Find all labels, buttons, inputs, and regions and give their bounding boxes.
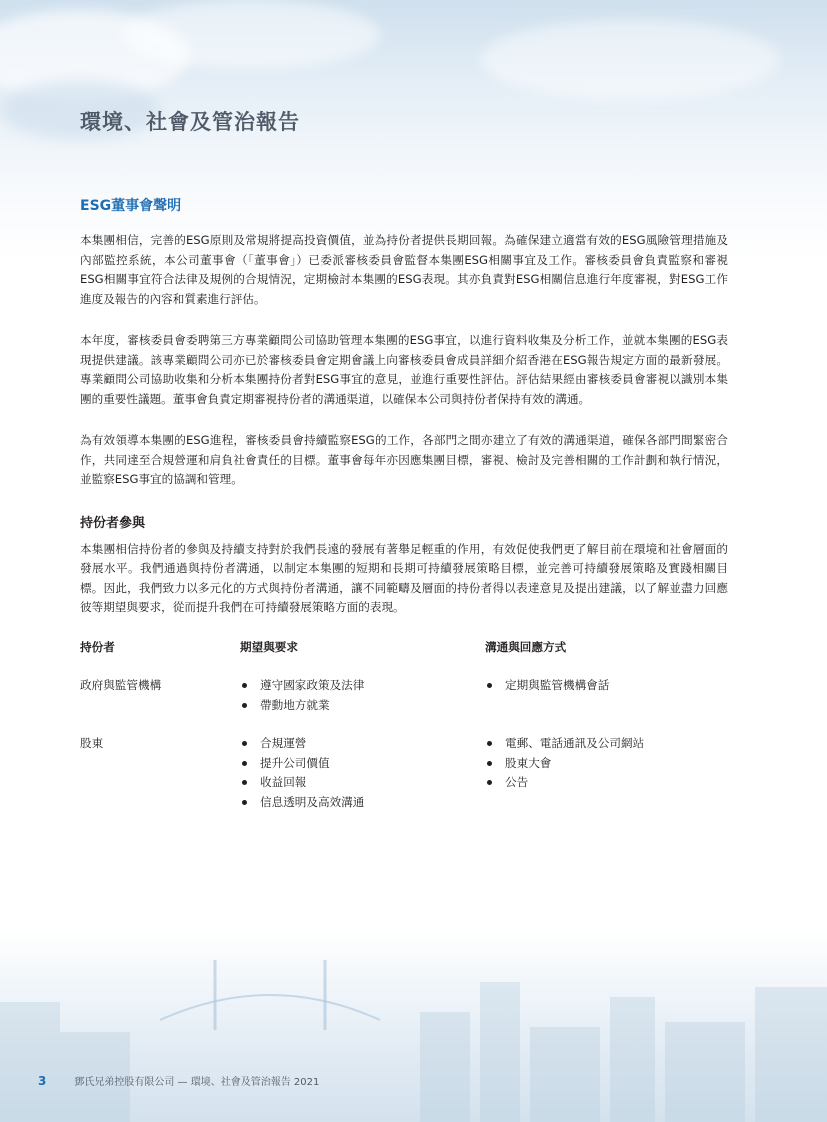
expectations-list bbox=[240, 676, 485, 715]
section-title-board-statement: ESG董事會聲明 bbox=[80, 198, 182, 214]
list-item: 帶動地方就業 bbox=[240, 696, 485, 716]
cloud-decoration bbox=[120, 0, 380, 70]
table-header-row bbox=[80, 638, 728, 658]
column-header-stakeholder: 持份者 bbox=[80, 639, 115, 654]
column-header-channels: 溝通與回應方式 bbox=[485, 639, 567, 654]
building-silhouette bbox=[610, 997, 655, 1122]
list-item: 公告 bbox=[485, 773, 728, 793]
list-item: 收益回報 bbox=[240, 773, 485, 793]
list-item: 信息透明及高效溝通 bbox=[240, 793, 485, 813]
section-title-stakeholder-engagement: 持份者參與 bbox=[80, 515, 146, 531]
stakeholder-name: 股東 bbox=[80, 736, 104, 750]
list-item: 遵守國家政策及法律 bbox=[240, 676, 485, 696]
stakeholder-paragraph: 本集團相信持份者的參與及持續支持對於我們長遠的發展有著舉足輕重的作用，有效促使我們更了解目前在環境和社會層面的發展水平。我們通過與持份者溝通，以制定本集團的短期和長期可持續發展策略目標，並完善可持續發展策略及實踐相關目標。因此，我們致力以多元化的方式與持份者溝通，讓不同範疇及層面的持份者得以表達意見及提出建議，以了解並盡力回應彼等期望與要求，從而提升我們在可持續發展策略方面的表現。 bbox=[80, 541, 728, 614]
list-item: 定期與監管機構會話 bbox=[485, 676, 728, 696]
list-item: 合規運營 bbox=[240, 734, 485, 754]
column-header-expectations: 期望與要求 bbox=[240, 639, 298, 654]
table-row bbox=[80, 734, 728, 812]
table-row bbox=[80, 676, 728, 715]
page-number: 3 bbox=[38, 1074, 47, 1088]
building-silhouette bbox=[665, 1022, 745, 1122]
board-statement-paragraph-3: 為有效領導本集團的ESG進程，審核委員會持續監察ESG的工作，各部門之間亦建立了有效的溝通渠道，確保各部門間緊密合作，共同達至合規營運和肩負社會責任的目標。董事會每年亦因應集團目標，審視、檢討及完善相關的工作計劃和執行情況，並監察ESG事宜的協調和管理。 bbox=[80, 433, 728, 486]
building-silhouette bbox=[420, 1012, 470, 1122]
channels-list bbox=[485, 676, 728, 696]
bridge-silhouette bbox=[160, 960, 380, 1030]
list-item: 電郵、電話通訊及公司網站 bbox=[485, 734, 728, 754]
page-footer bbox=[38, 1073, 319, 1088]
footer-text: 鄧氏兄弟控股有限公司 — 環境、社會及管治報告 2021 bbox=[74, 1077, 320, 1088]
building-silhouette bbox=[0, 1002, 60, 1122]
footer-cityscape-background bbox=[0, 930, 827, 1122]
stakeholder-table bbox=[80, 638, 728, 813]
board-statement-paragraph-1: 本集團相信，完善的ESG原則及常規將提高投資價值，並為持份者提供長期回報。為確保建立適當有效的ESG風險管理措施及內部監控系統，本公司董事會（「董事會」）已委派審核委員會監督本集團ESG相關事宜及工作。審核委員會負責監察和審視ESG相關事宜符合法律及規例的合規情況，定期檢討本集團的ESG表現。其亦負責對ESG相關信息進行年度審視，對ESG工作進度及報告的內容和質素進行評估。 bbox=[80, 233, 728, 306]
building-silhouette bbox=[480, 982, 520, 1122]
list-item: 股東大會 bbox=[485, 754, 728, 774]
list-item: 提升公司價值 bbox=[240, 754, 485, 774]
cloud-decoration bbox=[480, 20, 780, 100]
building-silhouette bbox=[755, 987, 827, 1122]
board-statement-paragraph-2: 本年度，審核委員會委聘第三方專業顧問公司協助管理本集團的ESG事宜，以進行資料收集及分析工作，並就本集團的ESG表現提供建議。該專業顧問公司亦已於審核委員會定期會議上向審核委員會成員詳細介紹香港在ESG報告規定方面的最新發展。專業顧問公司協助收集和分析本集團持份者對ESG事宜的意見，並進行重要性評估。評估結果經由審核委員會審視以識別本集團的重要性議題。董事會負責定期審視持份者的溝通渠道，以確保本公司與持份者保持有效的溝通。 bbox=[80, 333, 728, 406]
page-title: 環境、社會及管治報告 bbox=[80, 110, 300, 134]
expectations-list bbox=[240, 734, 485, 812]
building-silhouette bbox=[530, 1027, 600, 1122]
stakeholder-name: 政府與監管機構 bbox=[80, 678, 162, 692]
channels-list bbox=[485, 734, 728, 793]
main-content bbox=[80, 195, 728, 831]
